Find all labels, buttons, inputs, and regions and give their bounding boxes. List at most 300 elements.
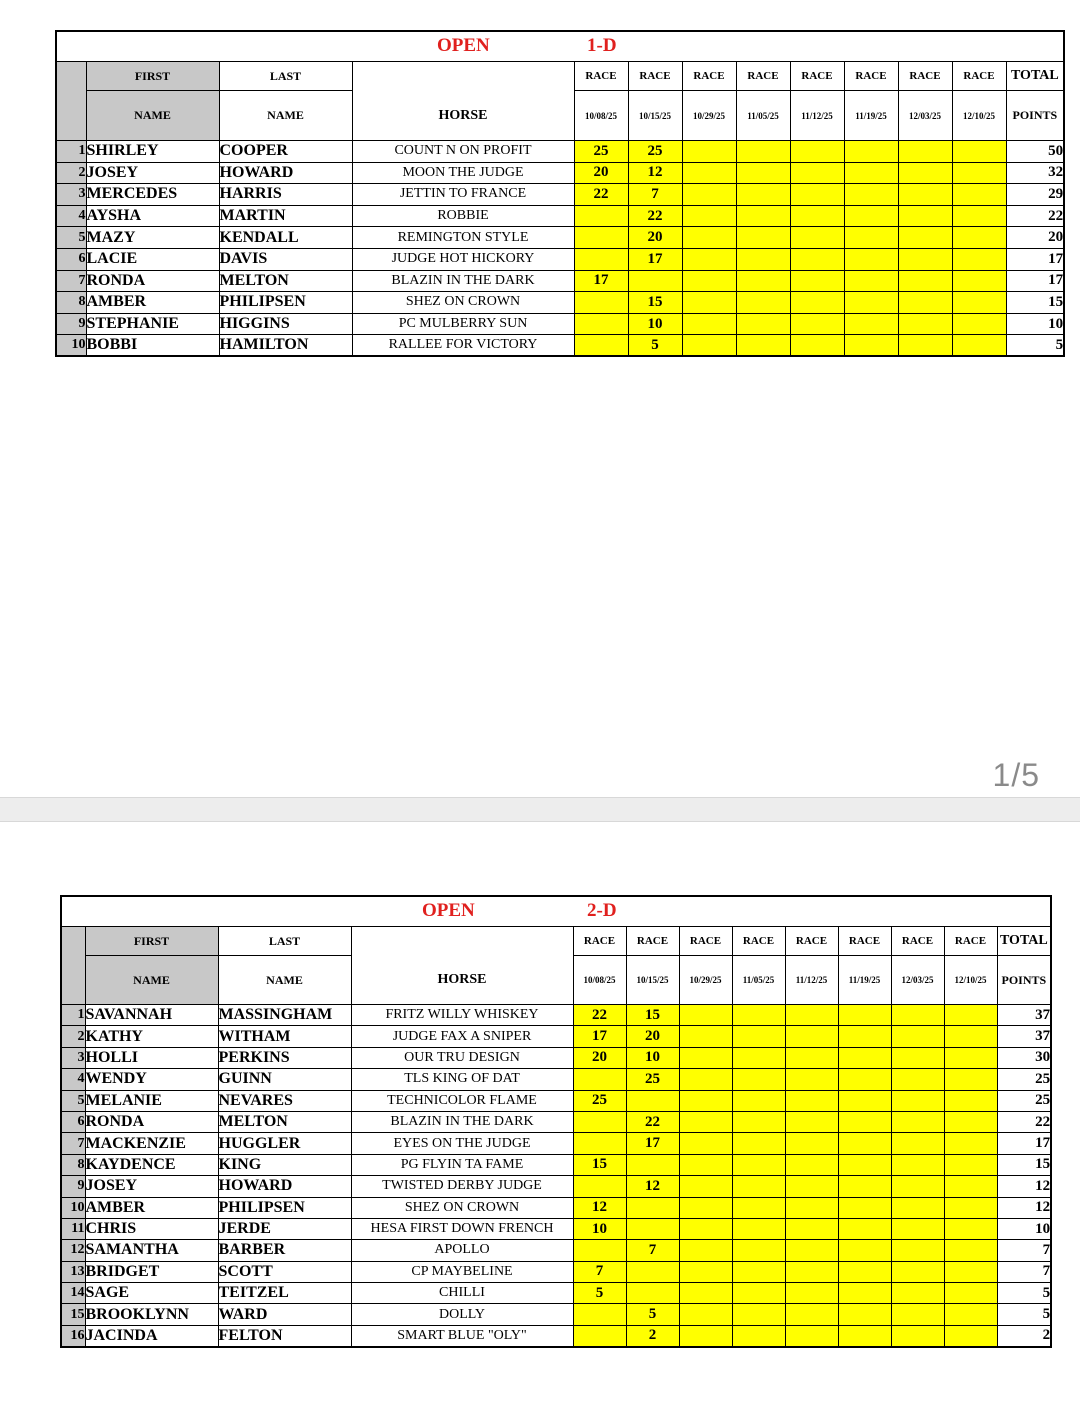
- race-date-header: 11/19/25: [838, 956, 891, 1005]
- race-header: RACE: [628, 62, 682, 91]
- table-row: [56, 205, 1064, 227]
- race-points-cell: 22: [628, 205, 682, 227]
- rank-cell: 16: [61, 1325, 85, 1346]
- race-points-cell: [952, 248, 1006, 270]
- race-points-cell: [790, 184, 844, 206]
- race-points-cell: [838, 1218, 891, 1239]
- race-points-cell: [838, 1176, 891, 1197]
- horse-cell: JUDGE FAX A SNIPER: [351, 1026, 573, 1047]
- race-points-cell: [736, 227, 790, 249]
- last-name-cell: MARTIN: [219, 205, 352, 227]
- race-date-header: 11/05/25: [736, 91, 790, 141]
- race-points-cell: [891, 1154, 944, 1175]
- race-points-cell: [838, 1047, 891, 1068]
- race-points-cell: [574, 313, 628, 335]
- race-points-cell: [732, 1111, 785, 1132]
- last-name-cell: FELTON: [218, 1325, 351, 1346]
- horse-cell: BLAZIN IN THE DARK: [351, 1111, 573, 1132]
- title-row: [61, 896, 1051, 927]
- last-name-cell: NEVARES: [218, 1090, 351, 1111]
- rank-cell: 3: [56, 184, 86, 206]
- horse-cell: MOON THE JUDGE: [352, 162, 574, 184]
- standings-table-1d: [55, 30, 1065, 357]
- race-points-cell: 20: [626, 1026, 679, 1047]
- page-counter: 1/5: [992, 757, 1040, 793]
- race-points-cell: [790, 227, 844, 249]
- race-points-cell: [944, 1069, 997, 1090]
- race-points-cell: [844, 205, 898, 227]
- race-header: RACE: [898, 62, 952, 91]
- total-points-cell: 17: [1006, 270, 1064, 292]
- race-points-cell: [574, 205, 628, 227]
- division-title: 2-D: [587, 900, 617, 921]
- race-points-cell: [844, 227, 898, 249]
- last-name-cell: BARBER: [218, 1240, 351, 1261]
- race-points-cell: [679, 1026, 732, 1047]
- race-date-header: 11/05/25: [732, 956, 785, 1005]
- race-points-cell: [944, 1111, 997, 1132]
- race-date-header: 10/15/25: [626, 956, 679, 1005]
- race-points-cell: 5: [573, 1283, 626, 1304]
- race-points-cell: [573, 1176, 626, 1197]
- race-points-cell: [891, 1133, 944, 1154]
- rank-cell: 3: [61, 1047, 85, 1068]
- header-row-top: [56, 62, 1064, 91]
- rank-cell: 2: [61, 1026, 85, 1047]
- first-name-cell: JOSEY: [86, 162, 219, 184]
- last-name-cell: JERDE: [218, 1218, 351, 1239]
- race-points-cell: [626, 1154, 679, 1175]
- race-points-cell: [679, 1090, 732, 1111]
- rank-header: [56, 62, 86, 141]
- race-points-cell: [679, 1261, 732, 1282]
- race-points-cell: 7: [626, 1240, 679, 1261]
- race-points-cell: [838, 1154, 891, 1175]
- race-points-cell: [944, 1090, 997, 1111]
- race-date-header: 12/10/25: [944, 956, 997, 1005]
- race-points-cell: [790, 313, 844, 335]
- rank-cell: 10: [56, 335, 86, 357]
- race-points-cell: [838, 1005, 891, 1026]
- race-points-cell: 20: [574, 162, 628, 184]
- last-name-cell: HOWARD: [219, 162, 352, 184]
- first-name-header-bottom: NAME: [86, 91, 219, 141]
- race-points-cell: [679, 1197, 732, 1218]
- race-points-cell: [944, 1005, 997, 1026]
- table-row: [61, 1176, 1051, 1197]
- race-points-cell: [682, 184, 736, 206]
- table-row: [61, 1154, 1051, 1175]
- total-points-cell: 37: [997, 1026, 1051, 1047]
- race-points-cell: 20: [573, 1047, 626, 1068]
- first-name-cell: JOSEY: [85, 1176, 218, 1197]
- first-name-cell: AYSHA: [86, 205, 219, 227]
- rank-cell: 14: [61, 1283, 85, 1304]
- race-date-header: 12/10/25: [952, 91, 1006, 141]
- rank-cell: 7: [56, 270, 86, 292]
- race-points-cell: [838, 1090, 891, 1111]
- race-points-cell: [732, 1218, 785, 1239]
- last-name-cell: KING: [218, 1154, 351, 1175]
- horse-cell: APOLLO: [351, 1240, 573, 1261]
- horse-cell: ROBBIE: [352, 205, 574, 227]
- first-name-cell: RONDA: [85, 1111, 218, 1132]
- race-points-cell: [679, 1069, 732, 1090]
- race-points-cell: [838, 1111, 891, 1132]
- race-points-cell: [838, 1197, 891, 1218]
- rank-cell: 2: [56, 162, 86, 184]
- table-row: [56, 270, 1064, 292]
- race-points-cell: [573, 1325, 626, 1346]
- first-name-header-top: FIRST: [85, 927, 218, 956]
- total-points-cell: 2: [997, 1325, 1051, 1346]
- table-row: [61, 1240, 1051, 1261]
- last-name-cell: HUGGLER: [218, 1133, 351, 1154]
- race-points-cell: [732, 1154, 785, 1175]
- race-points-cell: 7: [573, 1261, 626, 1282]
- horse-cell: JUDGE HOT HICKORY: [352, 248, 574, 270]
- rank-header: [61, 927, 85, 1005]
- race-points-cell: [679, 1218, 732, 1239]
- race-points-cell: [944, 1283, 997, 1304]
- page-separator: [0, 797, 1080, 822]
- race-points-cell: [952, 162, 1006, 184]
- header-row-top: [61, 927, 1051, 956]
- rank-cell: 15: [61, 1304, 85, 1325]
- race-points-cell: [574, 248, 628, 270]
- race-points-cell: [679, 1176, 732, 1197]
- race-points-cell: [682, 313, 736, 335]
- total-points-cell: 7: [997, 1261, 1051, 1282]
- race-date-header: 10/08/25: [573, 956, 626, 1005]
- race-points-cell: [838, 1069, 891, 1090]
- horse-cell: SHEZ ON CROWN: [352, 292, 574, 314]
- race-points-cell: [679, 1154, 732, 1175]
- first-name-cell: BRIDGET: [85, 1261, 218, 1282]
- race-points-cell: 12: [626, 1176, 679, 1197]
- table-row: [56, 162, 1064, 184]
- race-points-cell: [682, 162, 736, 184]
- horse-cell: HESA FIRST DOWN FRENCH: [351, 1218, 573, 1239]
- last-name-header-bottom: NAME: [218, 956, 351, 1005]
- race-points-cell: [844, 270, 898, 292]
- race-points-cell: [732, 1197, 785, 1218]
- last-name-cell: DAVIS: [219, 248, 352, 270]
- race-date-header: 12/03/25: [891, 956, 944, 1005]
- horse-cell: PG FLYIN TA FAME: [351, 1154, 573, 1175]
- last-name-cell: HOWARD: [218, 1176, 351, 1197]
- race-points-cell: [573, 1133, 626, 1154]
- last-name-cell: MELTON: [219, 270, 352, 292]
- horse-cell: REMINGTON STYLE: [352, 227, 574, 249]
- race-points-cell: [790, 205, 844, 227]
- race-points-cell: [952, 313, 1006, 335]
- race-points-cell: [785, 1176, 838, 1197]
- race-header: RACE: [679, 927, 732, 956]
- race-points-cell: [574, 292, 628, 314]
- race-points-cell: [628, 270, 682, 292]
- race-points-cell: [736, 335, 790, 357]
- total-points-cell: 29: [1006, 184, 1064, 206]
- race-points-cell: [679, 1283, 732, 1304]
- race-points-cell: [626, 1197, 679, 1218]
- race-points-cell: [679, 1047, 732, 1068]
- race-points-cell: [626, 1261, 679, 1282]
- total-points-cell: 10: [1006, 313, 1064, 335]
- last-name-cell: PHILIPSEN: [219, 292, 352, 314]
- race-points-cell: [732, 1240, 785, 1261]
- race-points-cell: [944, 1026, 997, 1047]
- rank-cell: 9: [56, 313, 86, 335]
- first-name-cell: SHIRLEY: [86, 141, 219, 163]
- race-points-cell: [682, 335, 736, 357]
- race-points-cell: [732, 1325, 785, 1346]
- last-name-cell: PERKINS: [218, 1047, 351, 1068]
- horse-cell: CHILLI: [351, 1283, 573, 1304]
- horse-cell: FRITZ WILLY WHISKEY: [351, 1005, 573, 1026]
- race-points-cell: [944, 1047, 997, 1068]
- race-points-cell: 10: [573, 1218, 626, 1239]
- race-points-cell: [790, 270, 844, 292]
- last-name-cell: HARRIS: [219, 184, 352, 206]
- table-row: [61, 1047, 1051, 1068]
- race-points-cell: [785, 1283, 838, 1304]
- race-points-cell: 22: [573, 1005, 626, 1026]
- total-points-cell: 10: [997, 1218, 1051, 1239]
- last-name-cell: KENDALL: [219, 227, 352, 249]
- total-points-cell: 50: [1006, 141, 1064, 163]
- title-cell: [61, 896, 1051, 927]
- race-points-cell: 2: [626, 1325, 679, 1346]
- horse-cell: JETTIN TO FRANCE: [352, 184, 574, 206]
- race-points-cell: [891, 1304, 944, 1325]
- race-points-cell: [844, 248, 898, 270]
- first-name-cell: LACIE: [86, 248, 219, 270]
- race-points-cell: [838, 1261, 891, 1282]
- race-points-cell: 25: [573, 1090, 626, 1111]
- horse-cell: PC MULBERRY SUN: [352, 313, 574, 335]
- total-points-cell: 25: [997, 1069, 1051, 1090]
- total-points-cell: 5: [997, 1283, 1051, 1304]
- race-points-cell: [732, 1005, 785, 1026]
- class-title: OPEN: [422, 900, 475, 921]
- race-header: RACE: [891, 927, 944, 956]
- race-points-cell: [952, 227, 1006, 249]
- race-points-cell: [891, 1005, 944, 1026]
- race-points-cell: [574, 227, 628, 249]
- table-row: [56, 227, 1064, 249]
- total-points-cell: 22: [1006, 205, 1064, 227]
- total-points-cell: 17: [1006, 248, 1064, 270]
- horse-cell: TWISTED DERBY JUDGE: [351, 1176, 573, 1197]
- race-points-cell: [944, 1218, 997, 1239]
- last-name-cell: PHILIPSEN: [218, 1197, 351, 1218]
- race-points-cell: [573, 1111, 626, 1132]
- race-points-cell: [736, 162, 790, 184]
- first-name-cell: KAYDENCE: [85, 1154, 218, 1175]
- race-points-cell: [944, 1325, 997, 1346]
- race-points-cell: [891, 1197, 944, 1218]
- horse-cell: SHEZ ON CROWN: [351, 1197, 573, 1218]
- table-row: [61, 1304, 1051, 1325]
- race-points-cell: [891, 1218, 944, 1239]
- total-header-bottom: POINTS: [997, 956, 1051, 1005]
- horse-cell: TLS KING OF DAT: [351, 1069, 573, 1090]
- table-row: [61, 1218, 1051, 1239]
- race-points-cell: [785, 1261, 838, 1282]
- first-name-cell: STEPHANIE: [86, 313, 219, 335]
- race-points-cell: [682, 270, 736, 292]
- race-points-cell: [682, 227, 736, 249]
- race-points-cell: [838, 1240, 891, 1261]
- total-points-cell: 22: [997, 1111, 1051, 1132]
- first-name-cell: SAGE: [85, 1283, 218, 1304]
- race-points-cell: [844, 141, 898, 163]
- first-name-cell: CHRIS: [85, 1218, 218, 1239]
- race-points-cell: 12: [573, 1197, 626, 1218]
- rank-cell: 7: [61, 1133, 85, 1154]
- total-points-cell: 12: [997, 1197, 1051, 1218]
- race-points-cell: [736, 205, 790, 227]
- race-points-cell: 20: [628, 227, 682, 249]
- race-points-cell: [573, 1069, 626, 1090]
- race-points-cell: 15: [626, 1005, 679, 1026]
- table-row: [56, 335, 1064, 357]
- first-name-header-bottom: NAME: [85, 956, 218, 1005]
- race-points-cell: [626, 1283, 679, 1304]
- race-points-cell: [952, 292, 1006, 314]
- race-date-header: 10/15/25: [628, 91, 682, 141]
- race-points-cell: [891, 1240, 944, 1261]
- race-date-header: 11/12/25: [790, 91, 844, 141]
- race-points-cell: [785, 1111, 838, 1132]
- race-points-cell: [785, 1240, 838, 1261]
- race-points-cell: [626, 1090, 679, 1111]
- race-header: RACE: [573, 927, 626, 956]
- race-points-cell: [898, 270, 952, 292]
- race-header: RACE: [626, 927, 679, 956]
- race-points-cell: [790, 141, 844, 163]
- table-row: [61, 1090, 1051, 1111]
- race-points-cell: [785, 1026, 838, 1047]
- race-points-cell: 22: [626, 1111, 679, 1132]
- last-name-cell: MELTON: [218, 1111, 351, 1132]
- rank-cell: 12: [61, 1240, 85, 1261]
- last-name-header-top: LAST: [219, 62, 352, 91]
- last-name-cell: COOPER: [219, 141, 352, 163]
- race-header: RACE: [785, 927, 838, 956]
- horse-cell: SMART BLUE "OLY": [351, 1325, 573, 1346]
- race-points-cell: 7: [628, 184, 682, 206]
- race-points-cell: [736, 270, 790, 292]
- horse-cell: DOLLY: [351, 1304, 573, 1325]
- rank-cell: 5: [56, 227, 86, 249]
- race-points-cell: [682, 292, 736, 314]
- race-points-cell: [790, 162, 844, 184]
- total-points-cell: 12: [997, 1176, 1051, 1197]
- first-name-cell: SAVANNAH: [85, 1005, 218, 1026]
- total-points-cell: 37: [997, 1005, 1051, 1026]
- total-points-cell: 20: [1006, 227, 1064, 249]
- first-name-cell: BROOKLYNN: [85, 1304, 218, 1325]
- race-points-cell: [679, 1005, 732, 1026]
- race-points-cell: [844, 184, 898, 206]
- race-points-cell: [952, 184, 1006, 206]
- first-name-cell: WENDY: [85, 1069, 218, 1090]
- race-date-header: 12/03/25: [898, 91, 952, 141]
- race-points-cell: [732, 1133, 785, 1154]
- first-name-cell: SAMANTHA: [85, 1240, 218, 1261]
- last-name-cell: WARD: [218, 1304, 351, 1325]
- race-points-cell: [785, 1005, 838, 1026]
- race-points-cell: [732, 1176, 785, 1197]
- last-name-cell: SCOTT: [218, 1261, 351, 1282]
- race-points-cell: [573, 1304, 626, 1325]
- race-points-cell: 22: [574, 184, 628, 206]
- race-points-cell: [732, 1069, 785, 1090]
- last-name-cell: WITHAM: [218, 1026, 351, 1047]
- race-points-cell: [891, 1026, 944, 1047]
- total-points-cell: 30: [997, 1047, 1051, 1068]
- horse-cell: RALLEE FOR VICTORY: [352, 335, 574, 357]
- race-points-cell: [573, 1240, 626, 1261]
- table-row: [61, 1325, 1051, 1346]
- race-points-cell: [891, 1069, 944, 1090]
- total-points-cell: 15: [1006, 292, 1064, 314]
- race-date-header: 10/08/25: [574, 91, 628, 141]
- race-points-cell: [844, 162, 898, 184]
- first-name-cell: HOLLI: [85, 1047, 218, 1068]
- race-points-cell: 17: [574, 270, 628, 292]
- first-name-cell: BOBBI: [86, 335, 219, 357]
- race-points-cell: [891, 1090, 944, 1111]
- rank-cell: 6: [61, 1111, 85, 1132]
- race-points-cell: [844, 313, 898, 335]
- race-points-cell: 15: [573, 1154, 626, 1175]
- total-header-top: TOTAL: [1006, 62, 1064, 91]
- race-points-cell: [785, 1325, 838, 1346]
- race-points-cell: 17: [626, 1133, 679, 1154]
- first-name-cell: AMBER: [85, 1197, 218, 1218]
- last-name-cell: HIGGINS: [219, 313, 352, 335]
- race-points-cell: [736, 141, 790, 163]
- table-row: [56, 313, 1064, 335]
- horse-cell: EYES ON THE JUDGE: [351, 1133, 573, 1154]
- race-points-cell: 25: [626, 1069, 679, 1090]
- first-name-header-top: FIRST: [86, 62, 219, 91]
- race-points-cell: [785, 1069, 838, 1090]
- rank-cell: 1: [56, 141, 86, 163]
- table-row: [61, 1261, 1051, 1282]
- table-row: [56, 141, 1064, 163]
- race-points-cell: 10: [626, 1047, 679, 1068]
- race-points-cell: [944, 1197, 997, 1218]
- first-name-cell: MELANIE: [85, 1090, 218, 1111]
- race-points-cell: [844, 335, 898, 357]
- race-points-cell: 5: [628, 335, 682, 357]
- race-points-cell: [732, 1261, 785, 1282]
- title-row: [56, 31, 1064, 62]
- first-name-cell: MERCEDES: [86, 184, 219, 206]
- race-points-cell: [682, 248, 736, 270]
- race-points-cell: [682, 205, 736, 227]
- last-name-cell: GUINN: [218, 1069, 351, 1090]
- race-header: RACE: [732, 927, 785, 956]
- race-points-cell: [952, 141, 1006, 163]
- race-points-cell: [898, 141, 952, 163]
- total-points-cell: 25: [997, 1090, 1051, 1111]
- race-points-cell: [898, 292, 952, 314]
